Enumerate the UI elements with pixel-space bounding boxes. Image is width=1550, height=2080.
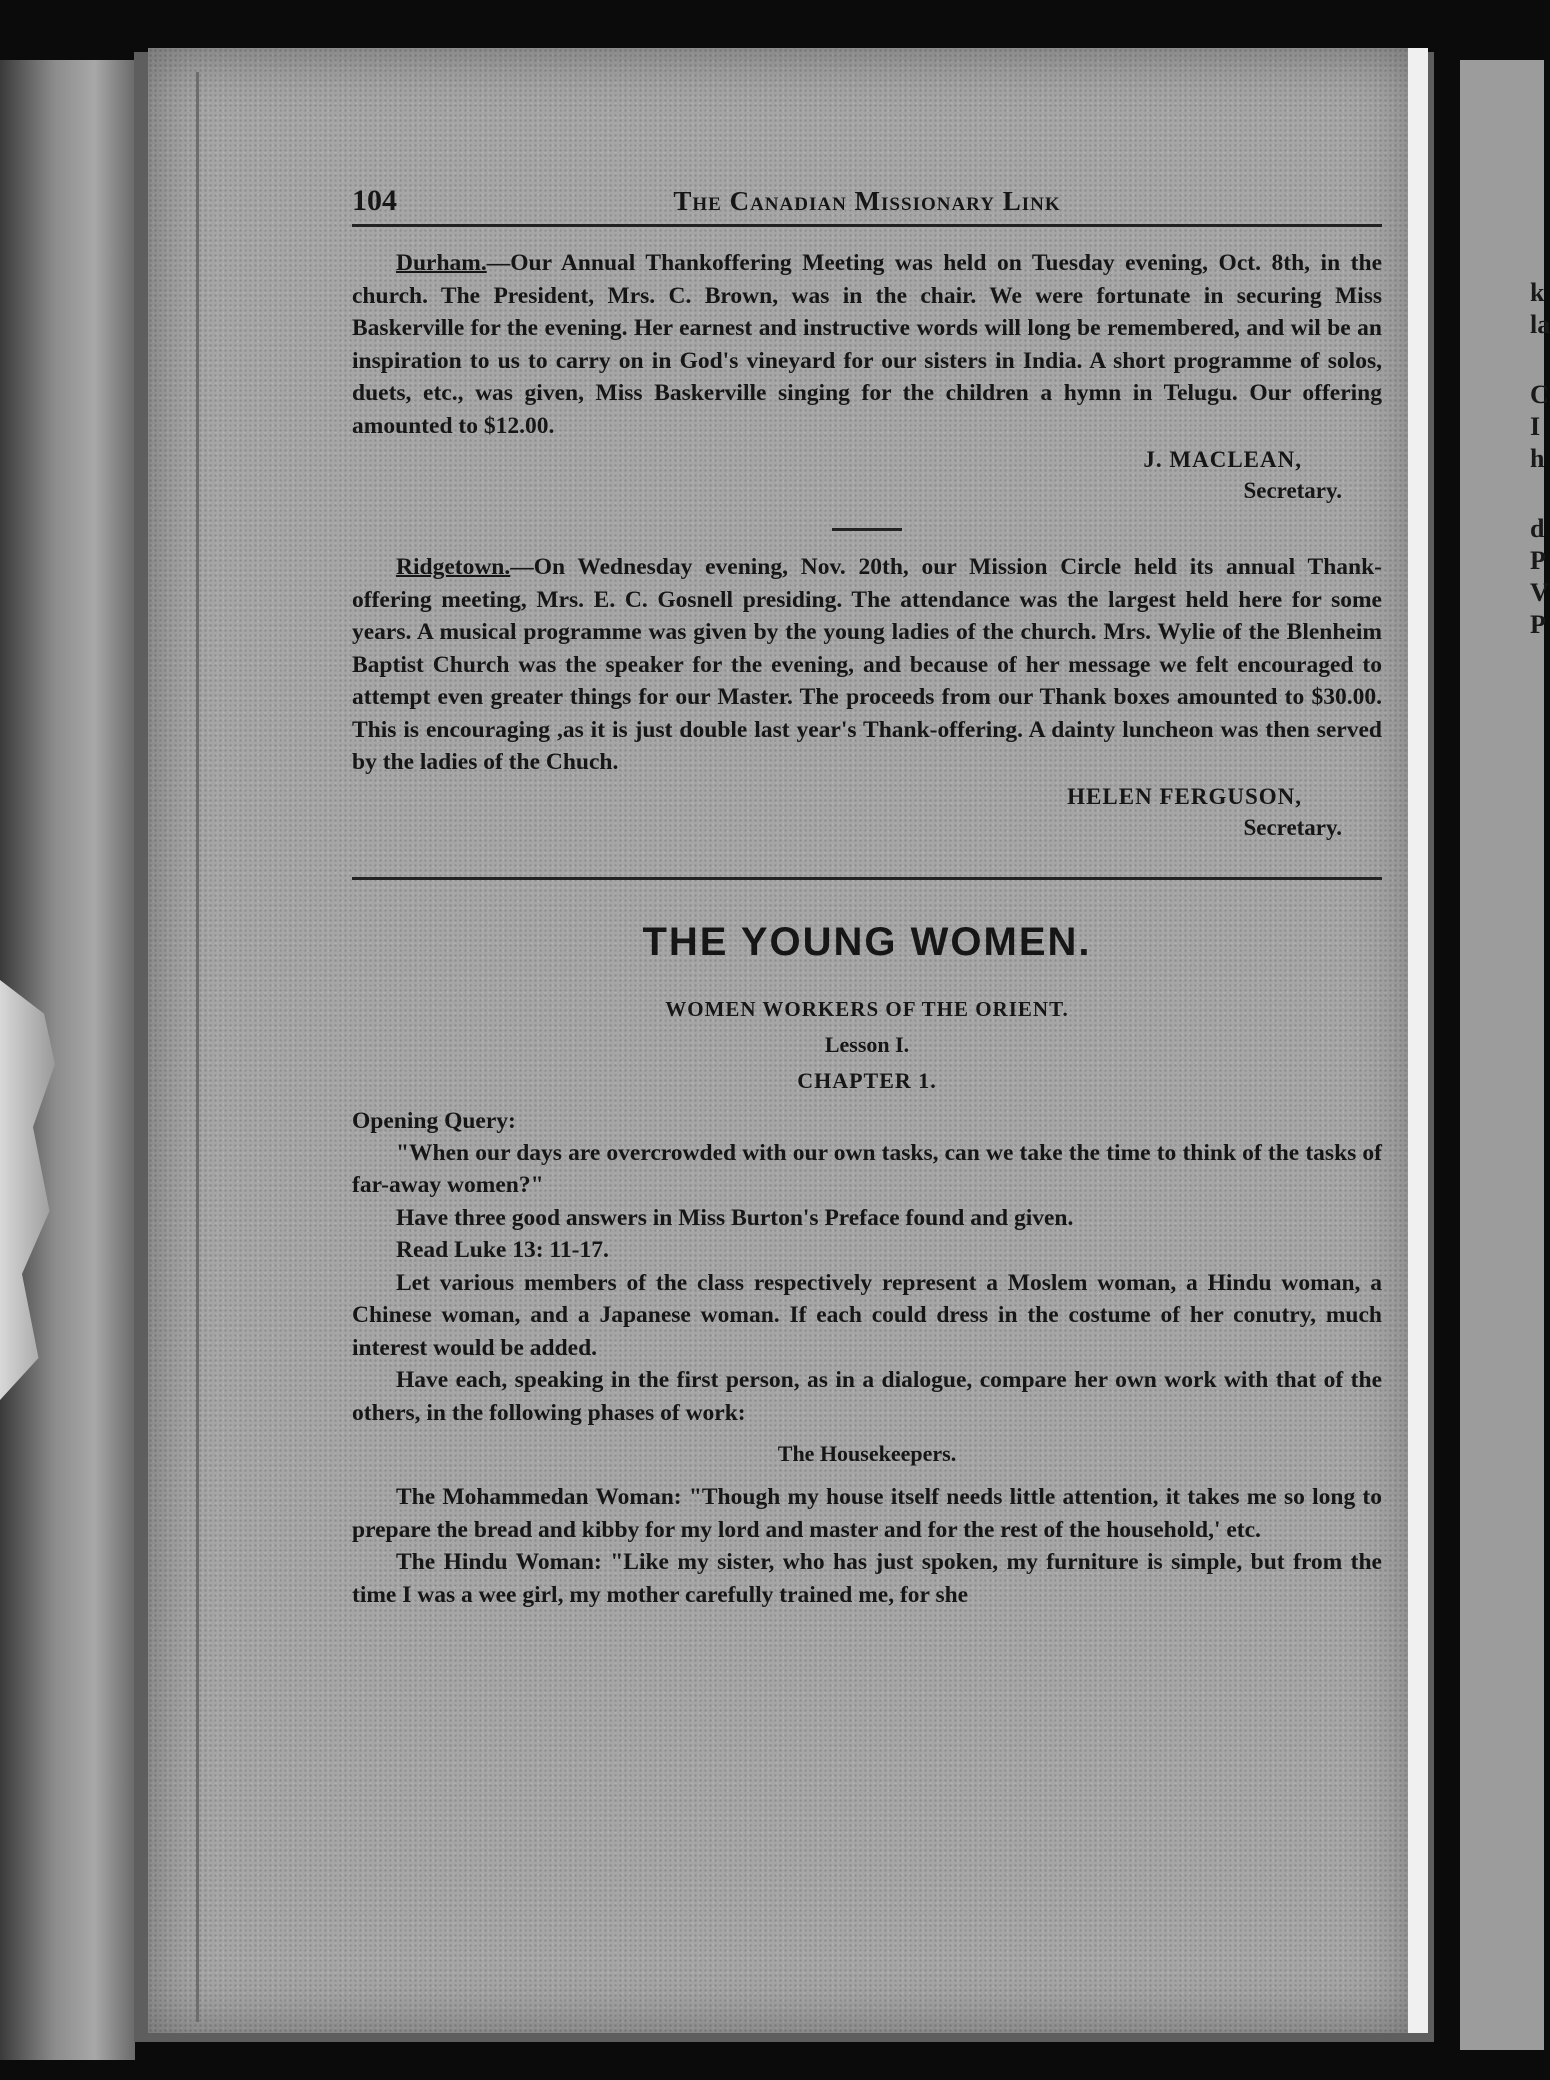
opening-query-label: Opening Query: [352, 1107, 516, 1134]
page-edge-highlight [1408, 48, 1428, 2033]
journal-title: The Canadian Missionary Link [673, 186, 1061, 216]
separator-rule [832, 528, 902, 531]
facing-page [1460, 60, 1544, 2050]
facing-page-fragment: V [1530, 578, 1549, 607]
facing-page-fragment: I [1530, 412, 1541, 441]
durham-report [352, 247, 1382, 506]
speaker-label: The Hindu Woman: [396, 1549, 602, 1575]
facing-page-fragment: C [1530, 380, 1549, 409]
signature-title: Secretary. [1243, 478, 1342, 503]
durham-heading: Durham. [396, 250, 487, 276]
role-instructions: Let various members of the class respectively represent a Moslem woman, a Hindu woman, a Chinese woman, and a Japanese woman. If each could dress in the costume of her conutry, much interest would be added. [352, 1269, 1382, 1361]
dialogue-instructions: Have each, speaking in the first person, as in a dialogue, compare her own work with that of the others, in the following phases of work: [352, 1367, 1382, 1426]
signature-name: HELEN FERGUSON, [1067, 783, 1302, 809]
scripture-reading: Read Luke 13: 11-17. [396, 1237, 609, 1263]
facing-page-fragment: P [1530, 546, 1546, 575]
chapter-heading: CHAPTER 1. [797, 1067, 937, 1093]
durham-paragraph [352, 247, 1382, 442]
page-fold-line [196, 72, 199, 2022]
signature-name: J. MACLEAN, [1143, 447, 1302, 472]
facing-page-fragment: h [1530, 444, 1545, 473]
young-women-section [352, 920, 1382, 1612]
opening-query-text: "When our days are overcrowded with our own tasks, can we take the time to think of the tasks of far-away women?" [352, 1139, 1382, 1198]
section-divider [352, 877, 1382, 880]
speaker-label: The Mohammedan Woman: [396, 1484, 682, 1510]
ridgetown-text: —On Wednesday evening, Nov. 20th, our Mission Circle held its annual Thank-offering meeting, Mrs. E. C. Gosnell presiding. The attendance was the largest held here for some years. A musical programme was given by the young ladies of the church. Mrs. Wylie of the Blenheim Baptist Church was the speaker for the evening, and because of her message we felt encouraged to attempt even greater things for our Master. The proceeds from our Thank boxes amounted to $30.00. This is encouraging ,as it is just double last year's Thank-offering. A dainty luncheon was then served by the ladies of the Chuch. [352, 554, 1382, 775]
ridgetown-paragraph [352, 551, 1382, 779]
mohammedan-woman-paragraph [352, 1481, 1382, 1546]
lesson-heading: Lesson I. [824, 1031, 910, 1057]
housekeepers-subheading: The Housekeepers. [777, 1441, 957, 1466]
durham-signature [352, 444, 1382, 506]
section-subtitle: WOMEN WORKERS OF THE ORIENT. [665, 996, 1069, 1021]
facing-page-fragment: P [1530, 610, 1546, 639]
preface-answers: Have three good answers in Miss Burton's Preface found and given. [396, 1204, 1074, 1231]
ridgetown-signature [352, 781, 1382, 843]
facing-page-fragment: k [1530, 278, 1545, 307]
speaker-text: "Though my house itself needs little attention, it takes me so long to prepare the bread and kibby for my lord and master and for the rest of the household,' etc. [352, 1484, 1382, 1543]
page-content [352, 180, 1382, 1611]
speaker-text: "Like my sister, who has just spoken, my furniture is simple, but from the time I was a wee girl, my mother carefully trained me, for she [352, 1549, 1382, 1608]
running-head [352, 180, 1382, 227]
facing-page-fragment: d [1530, 514, 1545, 543]
ridgetown-report [352, 551, 1382, 843]
signature-title: Secretary. [1243, 814, 1342, 840]
facing-page-fragment: la [1530, 310, 1550, 339]
page-number: 104 [352, 184, 397, 217]
durham-text: —Our Annual Thankoffering Meeting was held on Tuesday evening, Oct. 8th, in the church. The President, Mrs. C. Brown, was in the chair. We were fortunate in securing Miss Baskerville for the evening. Her earnest and instructive words will long be remembered, and wil be an inspiration to us to carry on in God's vineyard for our sisters in India. A short programme of solos, duets, etc., was given, Miss Baskerville singing for the children a hymn in Telugu. Our offering amounted to $12.00. [352, 250, 1382, 439]
ridgetown-heading: Ridgetown. [396, 554, 511, 580]
section-title: THE YOUNG WOMEN. [642, 919, 1092, 964]
hindu-woman-paragraph [352, 1546, 1382, 1611]
